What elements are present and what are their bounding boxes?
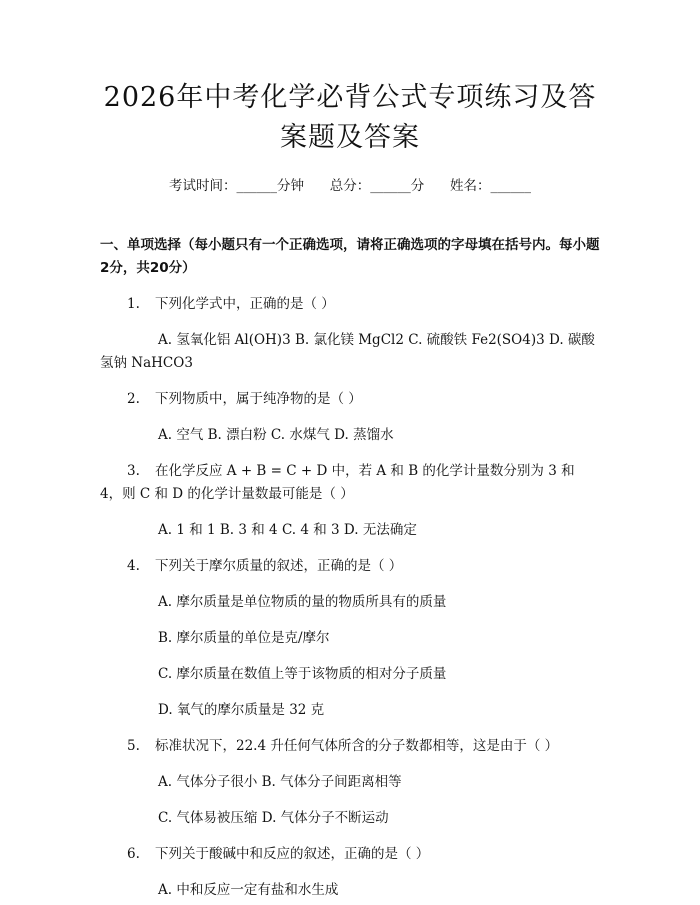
answer-option: C. 摩尔质量在数值上等于该物质的相对分子质量 (158, 666, 447, 682)
question-text: 下列关于摩尔质量的叙述，正确的是（ ） (155, 558, 403, 574)
answer-option: A. 空气 B. 漂白粉 C. 水煤气 D. 蒸馏水 (158, 427, 394, 443)
question-number: 4. (127, 558, 140, 574)
question-text: 下列化学式中，正确的是（ ） (155, 296, 335, 312)
answer-option: A. 摩尔质量是单位物质的量的物质所具有的质量 (158, 594, 447, 610)
question-text: 在化学反应 A + B = C + D 中，若 A 和 B 的化学计量数分别为 3 和 4，则 C 和 D 的化学计量数最可能是（ ） (100, 463, 575, 502)
answer-option: D. 氧气的摩尔质量是 32 克 (158, 702, 325, 718)
question-number: 5. (127, 738, 140, 754)
question-text: 标准状况下，22.4 升任何气体所含的分子数都相等，这是由于（ ） (155, 738, 559, 754)
answer-option: A. 氢氧化铝 Al(OH)3 B. 氯化镁 MgCl2 C. 硫酸铁 Fe2(SO4)3 D. 碳酸氢钠 NaHCO3 (100, 332, 595, 371)
exam-info-line: 考试时间：______分钟 总分：______分 姓名：______ (169, 178, 531, 194)
question-number: 6. (127, 846, 140, 862)
question-number: 2. (127, 391, 140, 407)
question-item (100, 735, 600, 758)
question-item (100, 843, 600, 866)
question-item (100, 388, 600, 411)
answer-option: C. 气体易被压缩 D. 气体分子不断运动 (158, 810, 389, 826)
question-item (100, 293, 600, 316)
answer-option: B. 摩尔质量的单位是克/摩尔 (158, 630, 330, 646)
question-item (100, 460, 600, 506)
section-heading: 一、单项选择（每小题只有一个正确选项，请将正确选项的字母填在括号内。每小题2分，共20分） (100, 237, 600, 276)
question-text: 下列物质中，属于纯净物的是（ ） (155, 391, 362, 407)
question-text: 下列关于酸碱中和反应的叙述，正确的是（ ） (155, 846, 430, 862)
question-item (100, 555, 600, 578)
document-title: 2026年中考化学必背公式专项练习及答案题及答案 (103, 82, 597, 153)
answer-option: A. 气体分子很小 B. 气体分子间距离相等 (158, 774, 402, 790)
question-number: 1. (127, 296, 140, 312)
answer-option: A. 中和反应一定有盐和水生成 (158, 882, 339, 898)
question-list (100, 293, 600, 902)
question-number: 3. (127, 463, 140, 479)
answer-option: A. 1 和 1 B. 3 和 4 C. 4 和 3 D. 无法确定 (158, 522, 417, 538)
